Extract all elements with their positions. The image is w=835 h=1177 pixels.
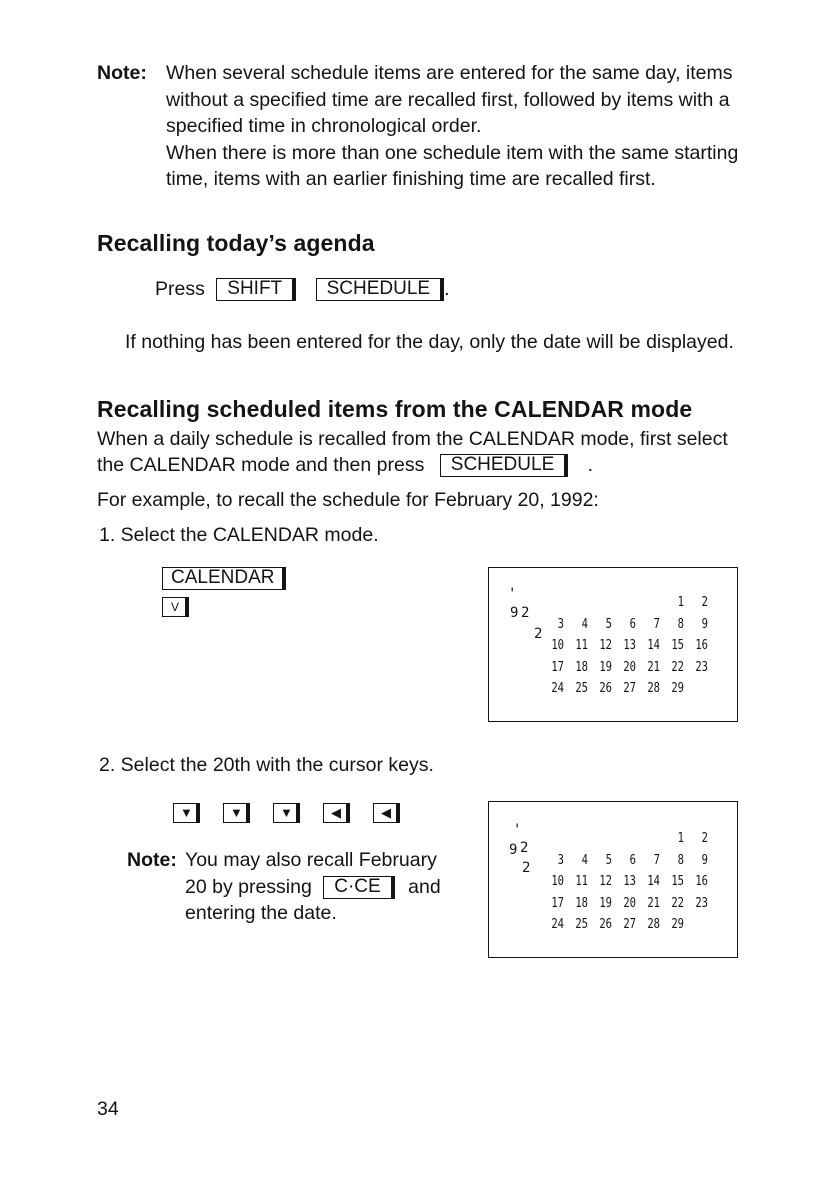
cursor-down-key: ▼ [173, 803, 200, 823]
cursor-left-key: ◀ [373, 803, 400, 823]
lcd-day-cell [641, 592, 660, 614]
lcd-day-cell: 14 [647, 637, 660, 653]
cursor-key-row [173, 803, 400, 823]
lcd-day-cell: 21 [647, 894, 660, 911]
lcd-month: 2 [522, 860, 531, 876]
intro-line-2 [97, 452, 593, 479]
note-line: When several schedule items are entered for the same day, items [166, 62, 733, 84]
lcd-day-cell: 13 [623, 637, 636, 653]
lcd-week-row [540, 871, 710, 893]
lcd-day-cell: 9 [701, 615, 708, 632]
lcd-day-cell [689, 914, 708, 936]
intro-line: When a daily schedule is recalled from the CALENDAR mode, first select [97, 428, 728, 450]
note-line: specified time in chronological order. [166, 115, 482, 137]
note-2-line: You may also recall February [185, 849, 437, 871]
section-heading-calendar: Recalling scheduled items from the CALENDAR mode [97, 396, 693, 422]
note-2-body [185, 847, 441, 927]
lcd-day-cell: 12 [599, 873, 612, 889]
schedule-key: SCHEDULE [440, 454, 568, 477]
lcd-day-cell [545, 828, 564, 850]
lcd-day-cell: 4 [581, 851, 588, 868]
lcd-day-cell [617, 592, 636, 614]
lcd-month: 2 [534, 626, 543, 642]
lcd-day-cell [569, 828, 588, 850]
lcd-week-row [540, 828, 710, 850]
lcd-day-cell: 11 [575, 637, 588, 653]
lcd-week-row [540, 657, 710, 679]
lcd-day-cell: 11 [575, 873, 588, 889]
lcd-week-row [540, 850, 710, 872]
lcd-day-cell: 23 [695, 894, 708, 911]
lcd-day-cell: 24 [551, 916, 564, 932]
page-number: 34 [97, 1098, 119, 1120]
note-line: When there is more than one schedule item with the same starting [166, 141, 739, 164]
note-2-and: and [408, 875, 441, 898]
lcd-day-cell: 27 [623, 680, 636, 696]
lcd-day-cell: 28 [647, 916, 660, 932]
lcd-day-cell: 26 [599, 680, 612, 696]
lcd-day-cell: 6 [629, 851, 636, 868]
press-instruction [155, 276, 450, 303]
note-2-line: entering the date. [185, 902, 337, 924]
lcd-year-lo: 2 [521, 605, 530, 621]
lcd-day-cell: 1 [677, 830, 684, 846]
lcd-day-cell: 18 [575, 658, 588, 675]
lcd-day-cell [593, 592, 612, 614]
lcd-day-cell: 10 [551, 637, 564, 653]
cursor-left-key: ◀ [323, 803, 350, 823]
lcd-screen-1 [488, 567, 738, 722]
cce-key: C·CE [323, 876, 394, 899]
press-label: Press [155, 278, 205, 300]
lcd-day-cell: 15 [671, 637, 684, 653]
lcd-day-cell [641, 828, 660, 850]
cursor-down-key: ▼ [223, 803, 250, 823]
lcd-day-cell: 8 [677, 615, 684, 632]
lcd-day-cell: 16 [695, 873, 708, 889]
v-key-wrap [162, 597, 189, 617]
lcd-day-cell: 22 [671, 894, 684, 911]
lcd-day-cell: 29 [671, 680, 684, 696]
lcd-day-cell [689, 678, 708, 700]
lcd-day-grid [540, 828, 710, 936]
step-1: 1. Select the CALENDAR mode. [99, 524, 379, 546]
lcd-screen-2 [488, 801, 738, 958]
lcd-tick: ' [508, 586, 517, 602]
lcd-week-row [540, 614, 710, 636]
lcd-day-cell: 20 [623, 894, 636, 911]
lcd-day-cell [617, 828, 636, 850]
note-2-label [127, 847, 177, 874]
lcd-day-cell: 16 [695, 637, 708, 653]
lcd-day-cell: 27 [623, 916, 636, 932]
lcd-day-cell: 2 [701, 830, 708, 846]
lcd-day-cell: 5 [605, 851, 612, 868]
lcd-day-cell: 25 [575, 916, 588, 932]
calendar-key-wrap [162, 565, 286, 592]
lcd-day-cell: 19 [599, 894, 612, 911]
lcd-day-cell: 6 [629, 615, 636, 632]
lcd-day-cell: 7 [653, 615, 660, 632]
note-2-line-2 [185, 874, 441, 901]
lcd-day-cell: 22 [671, 658, 684, 675]
lcd-week-row [540, 914, 710, 936]
lcd-year-lo: 2 [520, 840, 529, 856]
lcd-day-cell: 4 [581, 615, 588, 632]
lcd-day-cell: 2 [701, 594, 708, 610]
lcd-week-row [540, 635, 710, 657]
lcd-day-cell: 15 [671, 873, 684, 889]
note-body [166, 60, 738, 193]
lcd-day-cell: 1 [677, 594, 684, 610]
lcd-day-cell: 14 [647, 873, 660, 889]
lcd-day-cell: 23 [695, 658, 708, 675]
note-label: Note: [97, 62, 147, 84]
intro-period: . [587, 454, 594, 476]
lcd-day-cell: 25 [575, 680, 588, 696]
shift-key: SHIFT [216, 278, 296, 301]
note-line: without a specified time are recalled first, followed by items with a [166, 88, 730, 111]
lcd-day-cell: 29 [671, 916, 684, 932]
lcd-day-cell: 19 [599, 658, 612, 675]
lcd-day-cell: 18 [575, 894, 588, 911]
cursor-down-key: ▼ [273, 803, 300, 823]
lcd-day-cell [545, 592, 564, 614]
step-2: 2. Select the 20th with the cursor keys. [99, 754, 434, 776]
lcd-day-cell: 7 [653, 851, 660, 868]
lcd-tick: ' [513, 822, 522, 838]
lcd-week-row [540, 678, 710, 700]
intro-text: the CALENDAR mode and then press [97, 454, 425, 476]
schedule-key: SCHEDULE [316, 278, 444, 301]
lcd-day-cell: 26 [599, 916, 612, 932]
calendar-key: CALENDAR [162, 567, 286, 590]
lcd-year-hi: 9 [510, 605, 519, 621]
lcd-day-cell: 3 [557, 615, 564, 632]
v-key: V [162, 597, 189, 617]
lcd-day-cell: 5 [605, 615, 612, 632]
lcd-day-cell: 12 [599, 637, 612, 653]
press-period: . [444, 278, 450, 300]
lcd-day-cell: 13 [623, 873, 636, 889]
lcd-day-cell: 28 [647, 680, 660, 696]
note-line: time, items with an earlier finishing time are recalled first. [166, 168, 656, 190]
today-info: If nothing has been entered for the day, only the date will be displayed. [125, 331, 734, 353]
lcd-day-cell [593, 828, 612, 850]
lcd-day-grid [540, 592, 710, 700]
lcd-day-cell: 9 [701, 851, 708, 868]
lcd-day-cell: 3 [557, 851, 564, 868]
section-heading-today: Recalling today’s agenda [97, 230, 375, 256]
lcd-day-cell: 21 [647, 658, 660, 675]
example-text: For example, to recall the schedule for February 20, 1992: [97, 489, 599, 511]
lcd-day-cell: 24 [551, 680, 564, 696]
lcd-day-cell: 8 [677, 851, 684, 868]
lcd-day-cell: 10 [551, 873, 564, 889]
note-2-label-text: Note: [127, 849, 177, 871]
lcd-year-hi: 9 [509, 842, 518, 858]
lcd-day-cell [569, 592, 588, 614]
lcd-day-cell: 17 [551, 894, 564, 911]
lcd-week-row [540, 893, 710, 915]
lcd-day-cell: 17 [551, 658, 564, 675]
note-2-text: 20 by pressing [185, 875, 312, 898]
lcd-day-cell: 20 [623, 658, 636, 675]
lcd-week-row [540, 592, 710, 614]
